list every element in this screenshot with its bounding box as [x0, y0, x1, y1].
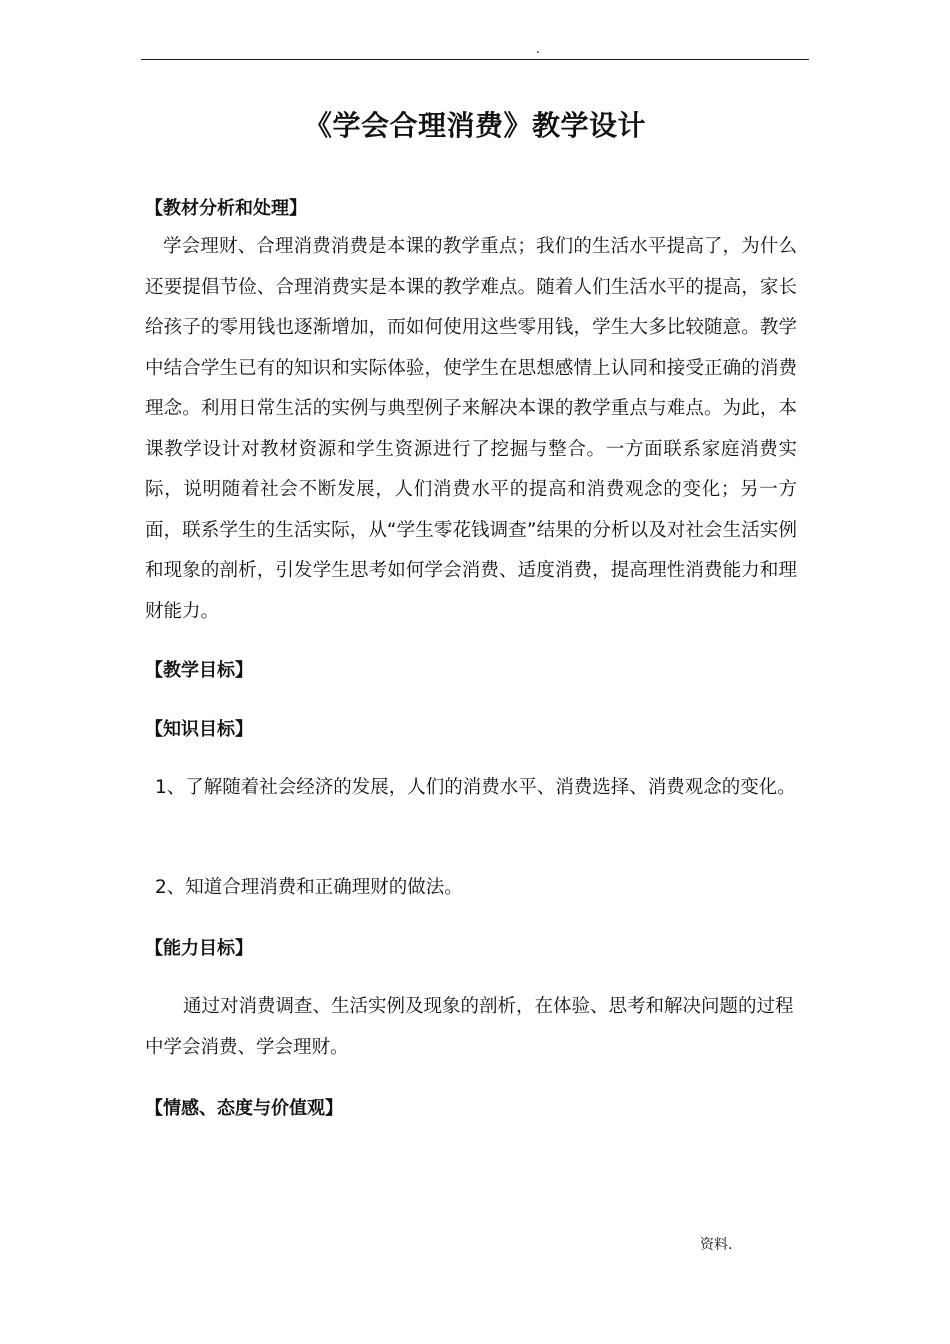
- ability-goals-heading: 【能力目标】: [145, 938, 253, 959]
- analysis-paragraph: 学会理财、合理消费消费是本课的教学重点；我们的生活水平提高了，为什么还要提倡节俭、合理消费实是本课的教学难点。随着人们生活水平的提高，家长给孩子的零用钱也逐渐增加，而如何使用这些零用钱，学生大多比较随意。教学中结合学生已有的知识和实际体验，使学生在思想感情上认同和接受正确的消费理念。利用日常生活的实例与典型例子来解决本课的教学重点与难点。为此，本课教学设计对教材资源和学生资源进行了挖掘与整合。一方面联系家庭消费实际，说明随着社会不断发展，人们消费水平的提高和消费观念的变化；另一方面，联系学生的生活实际，从“学生零花钱调查”结果的分析以及对社会生活实例和现象的剖析，引发学生思考如何学会消费、适度消费，提高理性消费能力和理财能力。: [145, 236, 797, 622]
- knowledge-goals-heading: 【知识目标】: [145, 719, 253, 740]
- emotion-values-heading: 【情感、态度与价值观】: [145, 1098, 343, 1119]
- footer-text: 资料.: [700, 1237, 733, 1253]
- ability-goals-paragraph: 通过对消费调查、生活实例及现象的剖析，在体验、思考和解决问题的过程中学会消费、学会理财。: [145, 996, 794, 1058]
- header-mark: .: [536, 42, 540, 56]
- document-title: 《学会合理消费》教学设计: [303, 109, 646, 142]
- knowledge-goal-item-1: 1、了解随着社会经济的发展，人们的消费水平、消费选择、消费观念的变化。: [155, 777, 796, 798]
- analysis-heading: 【教材分析和处理】: [145, 198, 307, 219]
- header-rule: [141, 59, 809, 60]
- knowledge-goal-item-2: 2、知道合理消费和正确理财的做法。: [155, 877, 463, 898]
- teaching-goals-heading: 【教学目标】: [145, 660, 253, 681]
